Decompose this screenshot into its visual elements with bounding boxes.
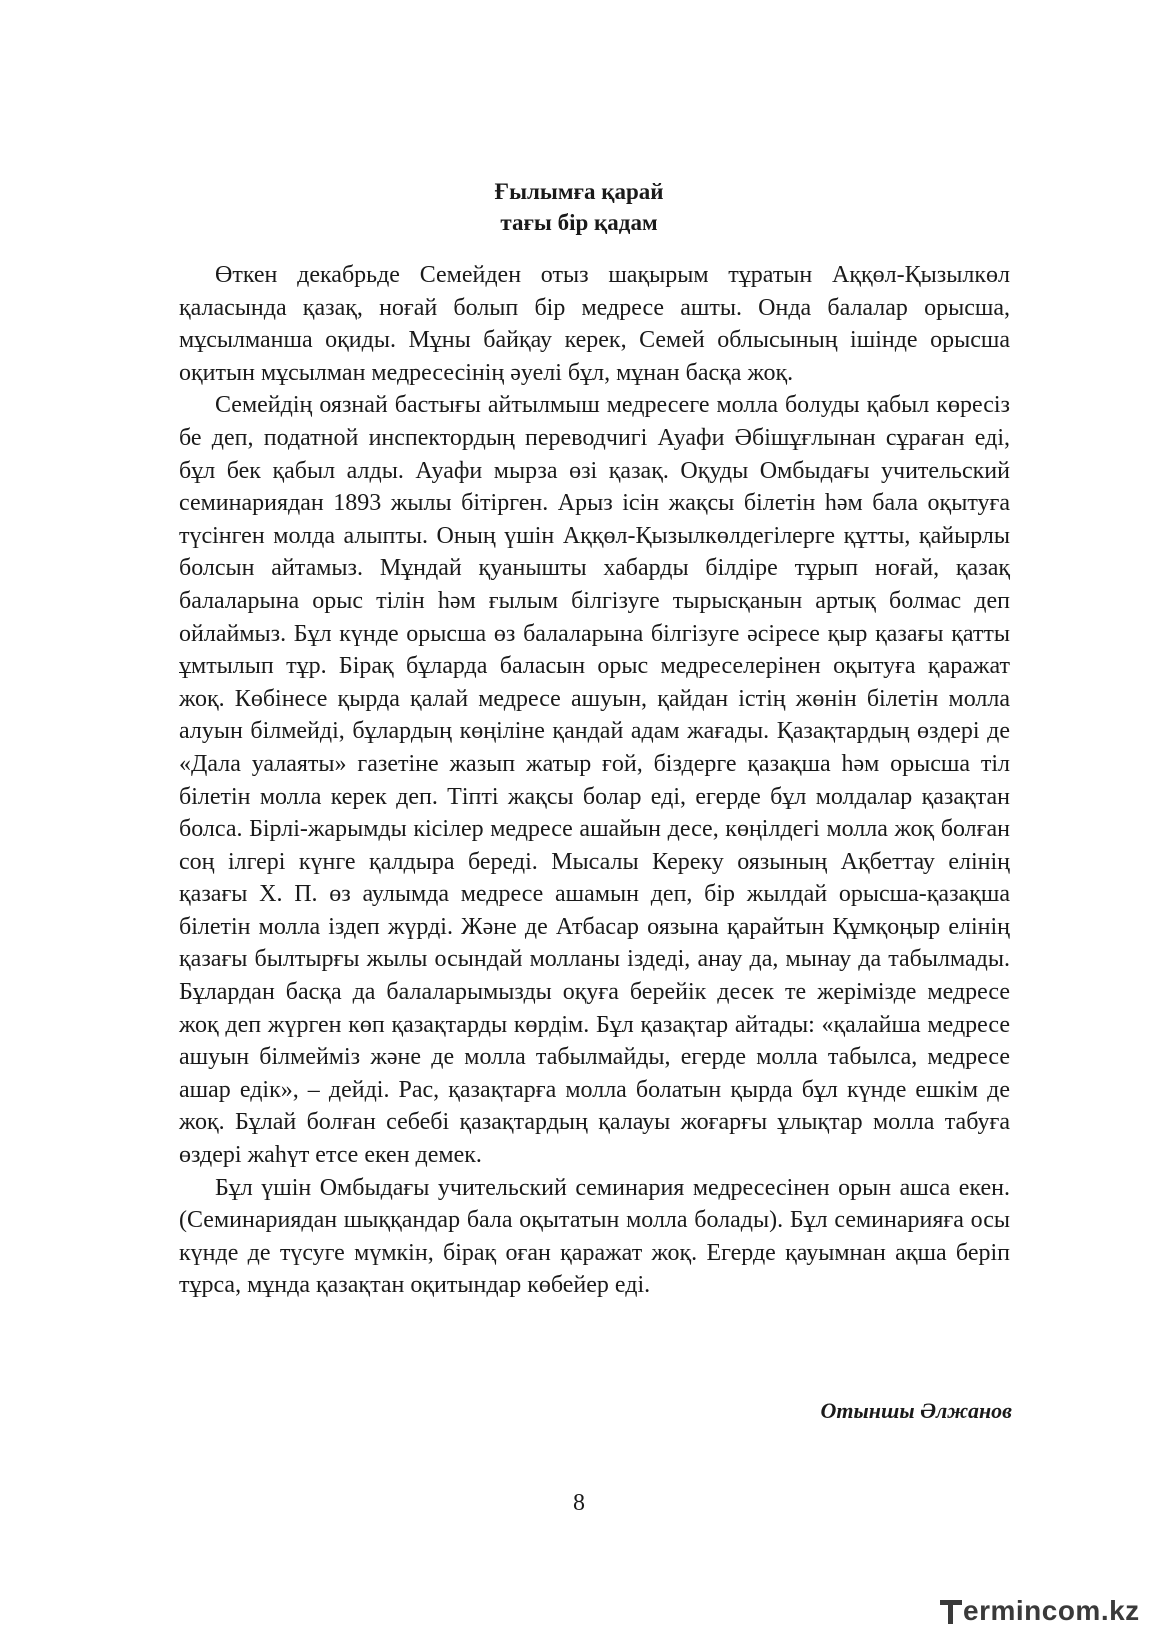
article-title — [0, 176, 1158, 238]
watermark-text: ermincom.kz — [963, 1595, 1140, 1626]
paragraph-1: Өткен декабрьде Семейден отыз шақырым тұратын Аққөл-Қызылкөл қаласында қазақ, ноғай болып бір медресе ашты. Онда балалар орысша, мұсылманша оқиды. Мұны байқау керек, Семей облысының ішінде орысша оқитын мұсылман медресесінің әуелі бұл, мұнан басқа жоқ. — [179, 262, 1010, 386]
termincom-logo-icon — [940, 1596, 962, 1626]
page-number: 8 — [573, 1490, 585, 1516]
watermark — [940, 1591, 1140, 1631]
article-body — [179, 259, 1010, 1302]
paragraph-2: Семейдің оязнай бастығы айтылмыш медресеге молла болуды қабыл көресіз бе деп, податной инспектордың переводчигі Ауафи Әбішұғлынан сұраған еді, бұл бек қабыл алды. Ауафи мырза өзі қазақ. Оқуды Омбыдағы учительский семинариядан 1893 жылы бітірген. Арыз ісін жақсы білетін һәм бала оқытуға түсінген молда алыпты. Оның үшін Аққөл-Қызылкөлдегілерге құтты, қайырлы болсын айтамыз. Мұндай қуанышты хабарды білдіре тұрып ноғай, қазақ балаларына орыс тілін һәм ғылым білгізуге тырысқанын артық болмас деп ойлаймыз. Бұл күнде орысша өз балаларына білгізуге әсіресе қыр қазағы қатты ұмтылып тұр. Бірақ бұларда баласын орыс медреселерінен оқытуға қаражат жоқ. Көбінесе қырда қалай медресе ашуын, қайдан істің жөнін білетін молла алуын білмейді, бұлардың көңіліне қандай адам жағады. Қазақтардың өздері де «Дала уалаяты» газетіне жазып жатыр ғой, біздерге қазақша һәм орысша тіл білетін молла керек деп. Тіпті жақсы болар еді, егерде бұл молдалар қазақтан болса. Бірлі-жарымды кісілер медресе ашайын десе, көңілдегі молла жоқ болған соң ілгері күнге қалдыра береді. Мысалы Кереку оязының Ақбеттау елінің қазағы Х. П. өз аулымда медресе ашамын деп, бір жылдай орысша-қазақша білетін молла іздеп жүрді. Және де Атбасар оязына қарайтын Құмқоңыр елінің қазағы былтырғы жылы осындай молланы іздеді, анау да, мынау да табылмады. Бұлардан басқа да балаларымызды оқуға берейік десек те жерімізде медресе жоқ деп жүрген көп қазақтарды көрдім. Бұл қазақтар айтады: «қалайша медресе ашуын білмейміз және де молла табылмайды, егерде молла табылса, медресе ашар едік», – дейді. Рас, қазақтарға молла болатын қырда бұл күнде ешкім де жоқ. Бұлай болған себебі қазақтардың қалауы жоғарғы ұлықтар молла табуға өздері жаһүт етсе екен демек. — [179, 392, 1010, 1169]
article-title-line-1: Ғылымға қарай — [494, 179, 664, 204]
author-signature: Отыншы Әлжанов — [820, 1398, 1012, 1423]
paragraph-3: Бұл үшін Омбыдағы учительский семинария медресесінен орын ашса екен. (Семинариядан шыққандар бала оқытатын молла болады). Бұл семинарияға осы күнде де түсуге мүмкін, бірақ оған қаражат жоқ. Егерде қауымнан ақша беріп тұрса, мұнда қазақтан оқитындар көбейер еді. — [179, 1174, 1010, 1299]
article-title-line-2: тағы бір қадам — [500, 210, 658, 235]
